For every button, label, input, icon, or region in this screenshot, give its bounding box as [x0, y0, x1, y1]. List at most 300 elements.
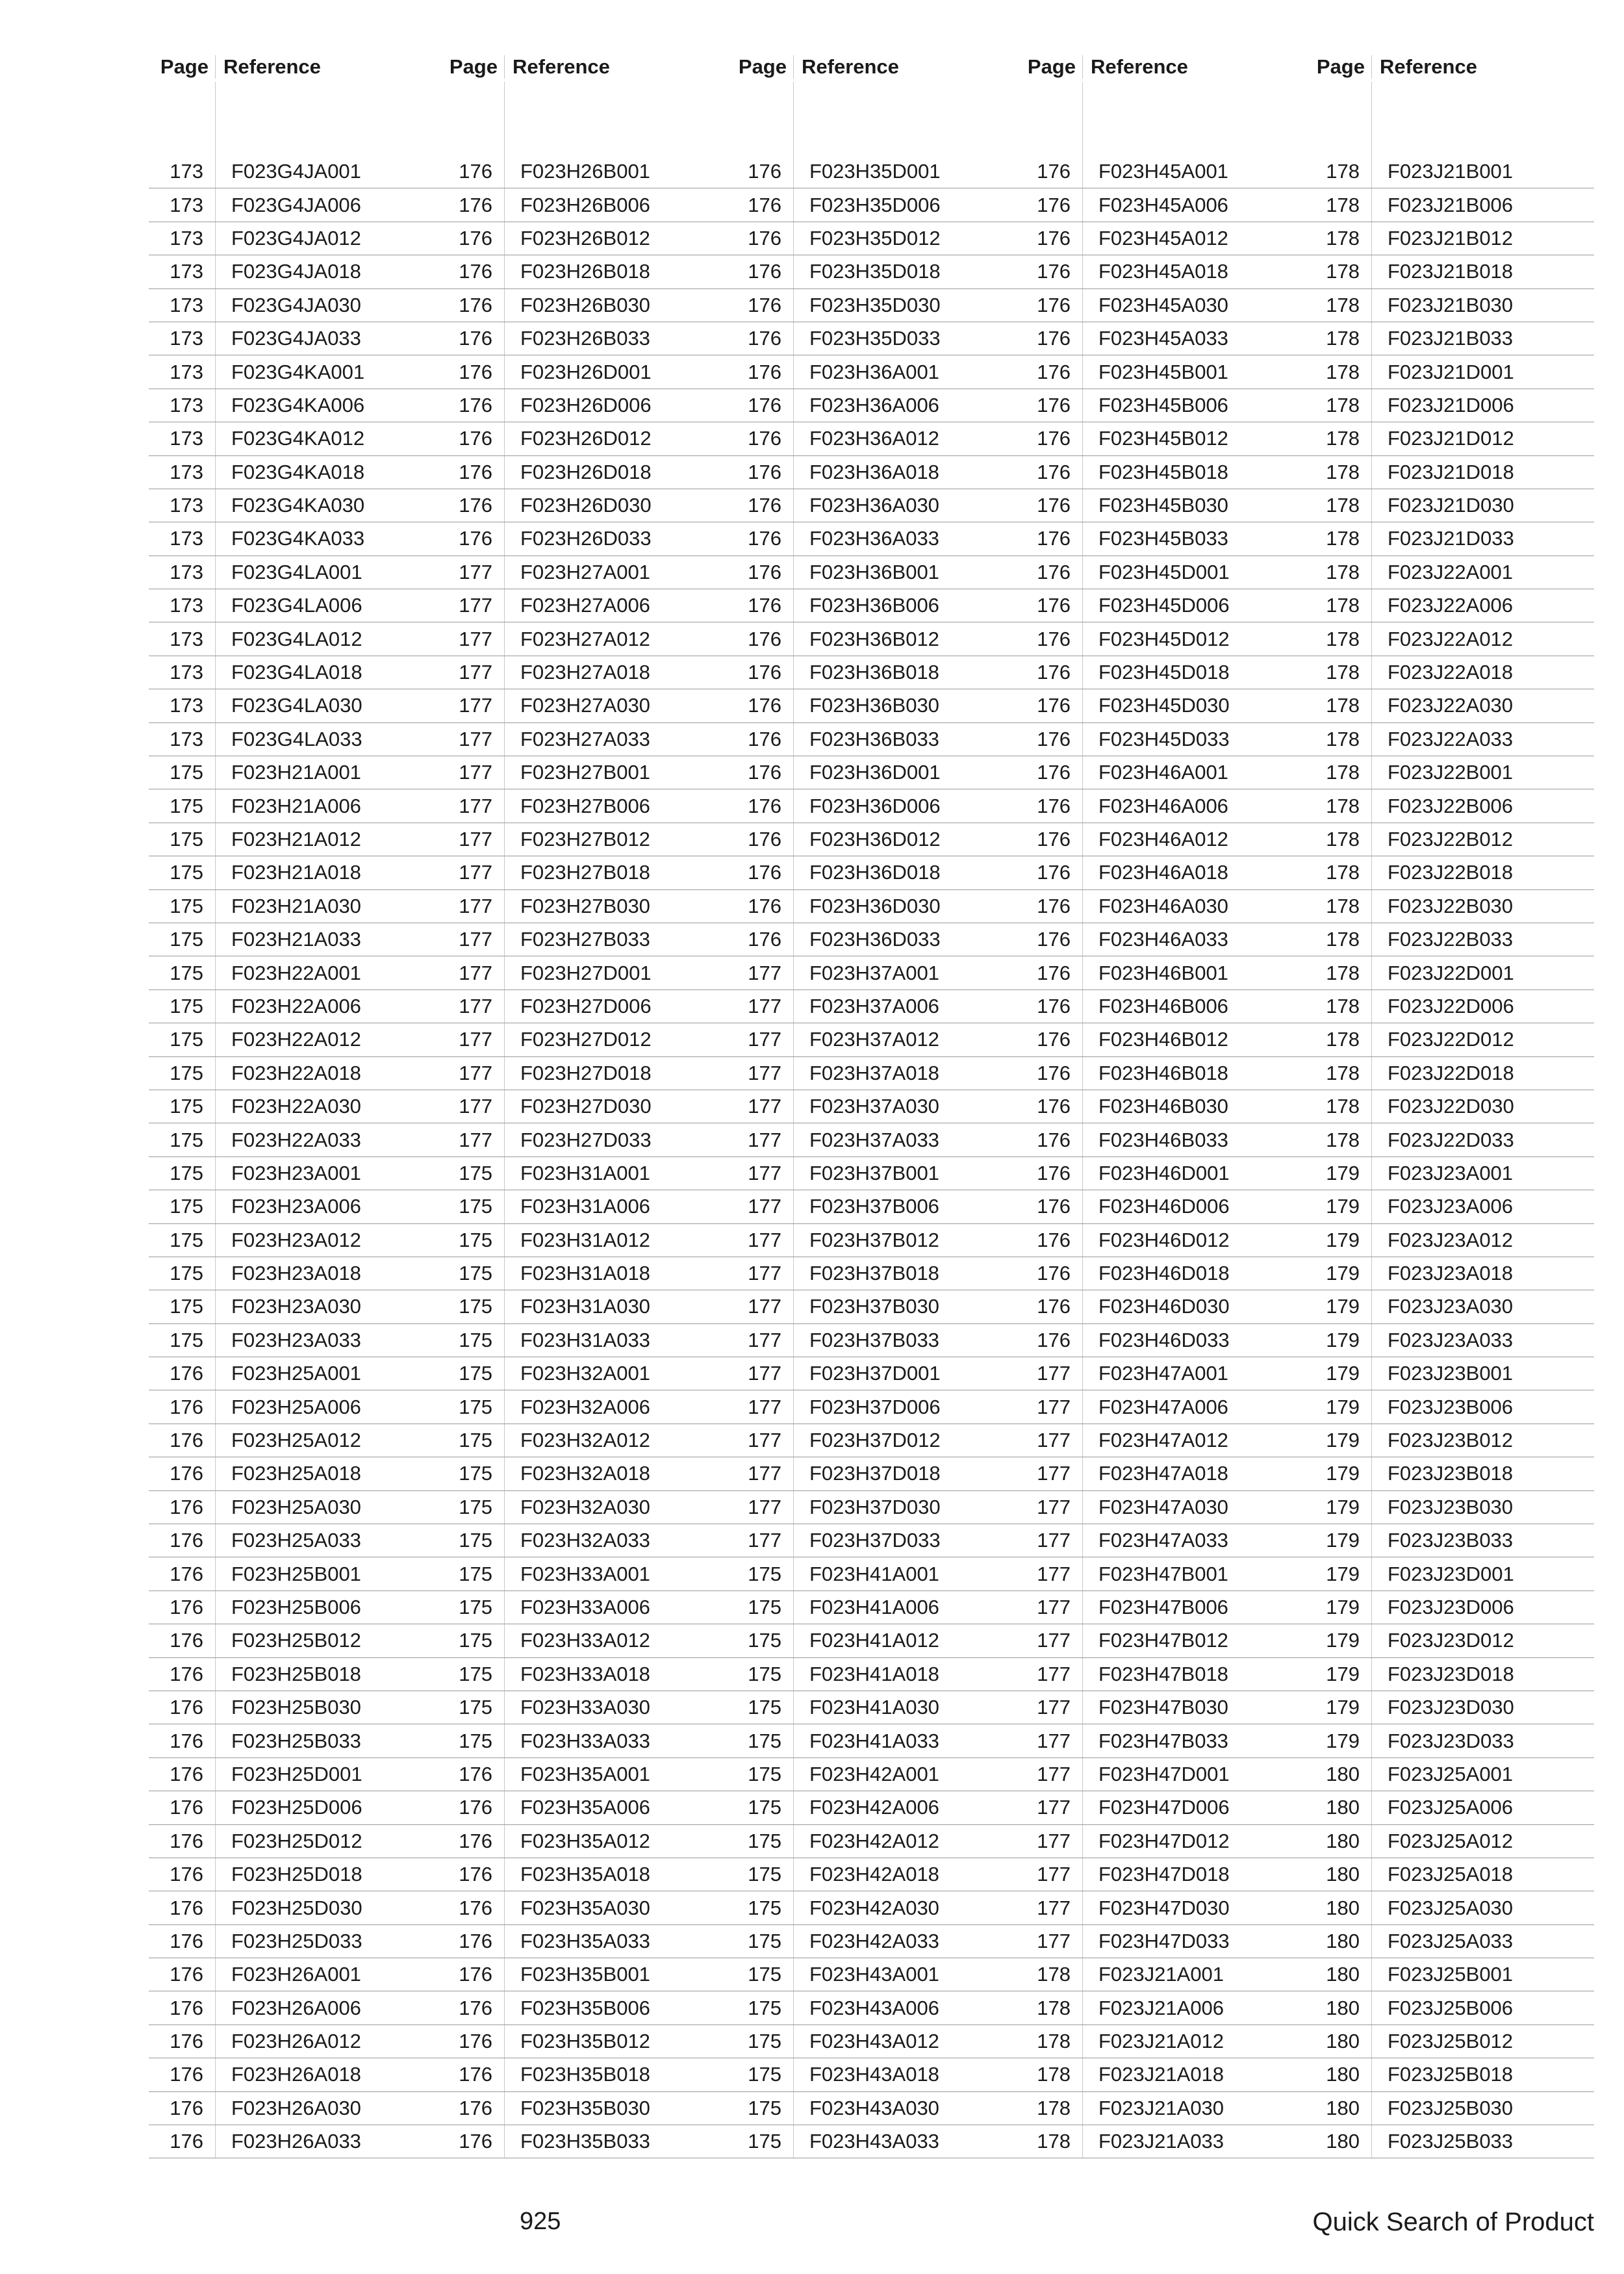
table-row: [1016, 1491, 1305, 1524]
page-number-cell: 176: [1037, 1161, 1071, 1184]
reference-code-cell: F023J23A030: [1371, 1290, 1594, 1323]
reference-code-cell: F023J22A033: [1371, 723, 1594, 756]
reference-code-cell: F023J25B033: [1371, 2125, 1594, 2158]
table-row: [727, 1791, 1016, 1824]
reference-code-cell: F023H47B018: [1082, 1658, 1305, 1691]
page-number-cell: 179: [1326, 1462, 1360, 1485]
reference-code-cell: F023H36B030: [793, 689, 1016, 722]
table-row: [438, 1290, 727, 1323]
table-row: [438, 823, 727, 856]
page-number-cell: 175: [170, 1028, 203, 1051]
page-number-cell: 177: [1037, 1696, 1071, 1719]
table-row: [727, 422, 1016, 455]
page-number-cell: 179: [1326, 1662, 1360, 1685]
page-number-cell: 177: [748, 1195, 781, 1218]
table-row: [149, 789, 438, 823]
page-number-cell: 176: [1037, 193, 1071, 216]
page-number-cell: 177: [1037, 1929, 1071, 1952]
page-number-cell: 178: [1326, 661, 1360, 684]
reference-code-cell: F023J22A030: [1371, 689, 1594, 722]
page-number-cell: 177: [748, 1228, 781, 1251]
page-number-cell: 178: [1326, 226, 1360, 249]
reference-code-cell: F023G4LA012: [215, 622, 438, 655]
table-row: [1016, 322, 1305, 355]
page-number-cell: 173: [170, 293, 203, 316]
reference-code-cell: F023H43A030: [793, 2092, 1016, 2125]
table-row: [727, 856, 1016, 889]
reference-code-cell: F023H45A018: [1082, 255, 1305, 288]
table-row: [1305, 1825, 1594, 1858]
page-number-cell: 176: [170, 2030, 203, 2053]
page-number-cell: 176: [748, 694, 781, 717]
page-number-cell: 176: [170, 2096, 203, 2119]
reference-code-cell: F023J25B018: [1371, 2058, 1594, 2091]
reference-code-cell: F023J25B030: [1371, 2092, 1594, 2125]
table-row: [1305, 2025, 1594, 2058]
reference-code-cell: F023H33A030: [504, 1691, 727, 1724]
reference-code-cell: F023H46B018: [1082, 1057, 1305, 1090]
table-row: [727, 489, 1016, 522]
page-number-cell: 176: [748, 160, 781, 183]
page-number-cell: 175: [459, 1328, 492, 1351]
page-number-cell: 176: [748, 828, 781, 850]
table-row: [149, 1090, 438, 1123]
reference-code-cell: F023H35D030: [793, 289, 1016, 322]
page-number-cell: 173: [170, 627, 203, 650]
reference-code-cell: F023H43A001: [793, 1958, 1016, 1991]
page-number-cell: 176: [748, 193, 781, 216]
table-row: [1305, 622, 1594, 656]
table-row: [727, 389, 1016, 422]
page-number-cell: 175: [459, 1495, 492, 1518]
table-row: [1305, 522, 1594, 556]
page-number-cell: 177: [459, 894, 492, 917]
reference-code-cell: F023H32A018: [504, 1457, 727, 1490]
page-number-cell: 178: [1326, 727, 1360, 750]
reference-code-cell: F023H23A030: [215, 1290, 438, 1323]
reference-code-cell: F023H23A006: [215, 1190, 438, 1223]
page-number-cell: 173: [170, 226, 203, 249]
table-row: [149, 1190, 438, 1223]
page-number-cell: 179: [1326, 1362, 1360, 1385]
reference-code-cell: F023J23B018: [1371, 1457, 1594, 1490]
reference-code-cell: F023J21B012: [1371, 222, 1594, 255]
reference-code-cell: F023H45D033: [1082, 723, 1305, 756]
page-number-cell: 176: [1037, 794, 1071, 817]
page-number-cell: 177: [1037, 1495, 1071, 1518]
table-row: [727, 1457, 1016, 1490]
table-row: [1016, 1057, 1305, 1090]
page-header: Page: [1027, 55, 1076, 78]
table-row: [1305, 890, 1594, 923]
reference-code-cell: F023J22A001: [1371, 556, 1594, 589]
table-row: [149, 255, 438, 288]
table-row: [1016, 1290, 1305, 1323]
page-number-cell: 175: [748, 2130, 781, 2153]
table-row: [1305, 1491, 1594, 1524]
page-number-cell: 178: [1326, 327, 1360, 350]
reference-code-cell: F023H36B018: [793, 656, 1016, 689]
reference-code-cell: F023H25A030: [215, 1491, 438, 1524]
reference-code-cell: F023H37A006: [793, 990, 1016, 1023]
reference-code-cell: F023J21B018: [1371, 255, 1594, 288]
page-number-cell: 177: [459, 594, 492, 617]
table-row: [438, 589, 727, 622]
table-row: [438, 1390, 727, 1424]
reference-code-cell: F023J25A033: [1371, 1925, 1594, 1958]
reference-code-cell: F023J21D018: [1371, 456, 1594, 489]
table-row: [1305, 956, 1594, 990]
page-number-cell: 179: [1326, 1696, 1360, 1719]
table-row: [438, 656, 727, 689]
table-row: [149, 322, 438, 355]
page-number-cell: 179: [1326, 1562, 1360, 1585]
reference-code-cell: F023H37B033: [793, 1324, 1016, 1357]
reference-code-cell: F023H27D018: [504, 1057, 727, 1090]
reference-code-cell: F023H45D006: [1082, 589, 1305, 622]
table-row: [438, 1257, 727, 1290]
page-number-cell: 176: [170, 1829, 203, 1852]
page-number-cell: 178: [1326, 360, 1360, 383]
table-row: [1305, 756, 1594, 789]
table-row: [149, 1825, 438, 1858]
page-number-cell: 175: [170, 1161, 203, 1184]
reference-code-cell: F023H27A012: [504, 622, 727, 655]
table-row: [1016, 255, 1305, 288]
page-number-cell: 175: [170, 1095, 203, 1118]
table-row: [1305, 1090, 1594, 1123]
table-row: [149, 1123, 438, 1156]
table-row: [149, 1758, 438, 1791]
page-number-cell: 175: [748, 1996, 781, 2019]
page-number-cell: 177: [1037, 1462, 1071, 1485]
reference-code-cell: F023H42A033: [793, 1925, 1016, 1958]
page-number-cell: 176: [1037, 627, 1071, 650]
reference-code-cell: F023H26A018: [215, 2058, 438, 2091]
reference-code-cell: F023J21B006: [1371, 188, 1594, 221]
table-row: [149, 188, 438, 222]
reference-code-cell: F023H35D012: [793, 222, 1016, 255]
page-number-cell: 176: [748, 894, 781, 917]
page-number-cell: 176: [1037, 861, 1071, 884]
table-row: [1305, 1123, 1594, 1156]
page-number-cell: 176: [1037, 1028, 1071, 1051]
table-row: [1016, 1557, 1305, 1591]
table-row: [1016, 389, 1305, 422]
reference-code-cell: F023H37B001: [793, 1157, 1016, 1190]
page-number-cell: 176: [748, 794, 781, 817]
table-row: [149, 656, 438, 689]
reference-code-cell: F023H37D018: [793, 1457, 1016, 1490]
reference-code-cell: F023G4KA001: [215, 355, 438, 388]
table-row: [438, 556, 727, 589]
reference-code-cell: F023H45B033: [1082, 522, 1305, 555]
reference-code-cell: F023H27B001: [504, 756, 727, 789]
page-number-cell: 176: [748, 293, 781, 316]
reference-code-cell: F023H47A033: [1082, 1524, 1305, 1557]
reference-code-cell: F023G4JA001: [215, 155, 438, 188]
page-number-cell: 176: [459, 260, 492, 283]
reference-code-cell: F023J22D012: [1371, 1023, 1594, 1056]
reference-code-cell: F023H36A033: [793, 522, 1016, 555]
page-number-cell: 176: [748, 393, 781, 416]
table-row: [1305, 1290, 1594, 1323]
table-row: [727, 990, 1016, 1023]
reference-code-cell: F023J22B033: [1371, 923, 1594, 956]
table-row: [1016, 956, 1305, 990]
page-number-cell: 176: [170, 1462, 203, 1485]
page-number-cell: 180: [1326, 2130, 1360, 2153]
table-row: [438, 2025, 727, 2058]
page-number-cell: 176: [170, 1696, 203, 1719]
page-number-cell: 175: [748, 1896, 781, 1919]
table-row: [727, 1825, 1016, 1858]
reference-code-cell: F023H25D006: [215, 1791, 438, 1824]
table-row: [727, 2125, 1016, 2158]
reference-header: Reference: [1371, 55, 1594, 79]
reference-code-cell: F023H26D012: [504, 422, 727, 455]
table-row: [1016, 556, 1305, 589]
reference-code-cell: F023H46A033: [1082, 923, 1305, 956]
table-row: [1016, 456, 1305, 489]
table-row: [727, 1224, 1016, 1257]
table-row: [1305, 1190, 1594, 1223]
table-row: [438, 1457, 727, 1490]
reference-code-cell: F023H36D001: [793, 756, 1016, 789]
page-number-cell: 175: [748, 2096, 781, 2119]
table-row: [149, 723, 438, 756]
page-number-cell: 175: [748, 1863, 781, 1886]
table-row: [727, 355, 1016, 389]
table-row: [438, 489, 727, 522]
reference-code-cell: F023H36D033: [793, 923, 1016, 956]
column-header: [1016, 52, 1305, 82]
table-row: [149, 1858, 438, 1891]
table-row: [1016, 1791, 1305, 1824]
page-number-cell: 175: [748, 1662, 781, 1685]
page-number-cell: 176: [170, 1662, 203, 1685]
table-row: [1016, 1825, 1305, 1858]
page-number-cell: 177: [748, 1529, 781, 1552]
reference-code-cell: F023H47A018: [1082, 1457, 1305, 1490]
table-row: [438, 289, 727, 322]
table-row: [149, 1624, 438, 1657]
reference-code-cell: F023J21D033: [1371, 522, 1594, 555]
reference-code-cell: F023H36D012: [793, 823, 1016, 856]
table-row: [1305, 1624, 1594, 1657]
reference-code-cell: F023J22D006: [1371, 990, 1594, 1023]
table-row: [438, 1825, 727, 1858]
reference-code-cell: F023H41A012: [793, 1624, 1016, 1657]
reference-code-cell: F023H21A001: [215, 756, 438, 789]
page-number-cell: 176: [459, 160, 492, 183]
page-number-cell: 175: [170, 1262, 203, 1285]
reference-code-cell: F023H46D018: [1082, 1257, 1305, 1290]
table-row: [1305, 489, 1594, 522]
table-row: [438, 1057, 727, 1090]
reference-code-cell: F023J21A012: [1082, 2025, 1305, 2058]
page-number-cell: 180: [1326, 1829, 1360, 1852]
reference-code-cell: F023J22A012: [1371, 622, 1594, 655]
table-row: [438, 956, 727, 990]
page-number-cell: 176: [170, 1929, 203, 1952]
page-number-cell: 177: [748, 1061, 781, 1084]
page-number-cell: 175: [459, 1462, 492, 1485]
page-number-cell: 176: [459, 2063, 492, 2086]
reference-code-cell: F023J23B012: [1371, 1424, 1594, 1457]
index-column: [727, 52, 1016, 2158]
reference-code-cell: F023G4KA012: [215, 422, 438, 455]
page-number-cell: 178: [1326, 160, 1360, 183]
page-number-cell: 176: [1037, 1061, 1071, 1084]
table-row: [149, 2058, 438, 2091]
table-row: [1016, 890, 1305, 923]
page-number-cell: 173: [170, 694, 203, 717]
reference-code-cell: F023H25B033: [215, 1724, 438, 1757]
page-number-cell: 175: [170, 1061, 203, 1084]
reference-code-cell: F023J23D012: [1371, 1624, 1594, 1657]
page-number-cell: 173: [170, 727, 203, 750]
table-row: [149, 1524, 438, 1557]
reference-code-cell: F023J23D001: [1371, 1557, 1594, 1590]
table-row: [1305, 689, 1594, 722]
table-row: [1016, 1457, 1305, 1490]
table-row: [1016, 856, 1305, 889]
table-row: [149, 589, 438, 622]
table-row: [1016, 1591, 1305, 1624]
page-number-cell: 175: [748, 2030, 781, 2053]
page-header: Page: [738, 55, 787, 78]
table-row: [727, 789, 1016, 823]
table-row: [727, 322, 1016, 355]
reference-code-cell: F023H37D030: [793, 1491, 1016, 1524]
page-number-cell: 177: [459, 727, 492, 750]
reference-code-cell: F023H25B001: [215, 1557, 438, 1590]
table-row: [149, 1257, 438, 1290]
page-number-cell: 173: [170, 260, 203, 283]
reference-code-cell: F023G4KA030: [215, 489, 438, 522]
page-number-cell: 180: [1326, 1796, 1360, 1819]
reference-code-cell: F023H41A018: [793, 1658, 1016, 1691]
page-number-cell: 176: [748, 661, 781, 684]
reference-code-cell: F023H25D033: [215, 1925, 438, 1958]
page-number-cell: 175: [748, 1696, 781, 1719]
reference-code-cell: F023H42A030: [793, 1891, 1016, 1924]
table-row: [727, 1724, 1016, 1757]
reference-code-cell: F023H25B030: [215, 1691, 438, 1724]
table-row: [438, 1758, 727, 1791]
page-number-cell: 173: [170, 327, 203, 350]
page-number-cell: 178: [1037, 1996, 1071, 2019]
page-number-cell: 176: [748, 594, 781, 617]
page-number-cell: 176: [1037, 594, 1071, 617]
column-header: [149, 52, 438, 82]
page-number-cell: 178: [1037, 2063, 1071, 2086]
table-row: [1305, 1157, 1594, 1190]
reference-code-cell: F023J21A033: [1082, 2125, 1305, 2158]
table-row: [149, 1457, 438, 1490]
page-number-cell: 177: [748, 1328, 781, 1351]
reference-code-cell: F023H37A018: [793, 1057, 1016, 1090]
table-row: [438, 756, 727, 789]
reference-code-cell: F023H21A030: [215, 890, 438, 923]
table-row: [727, 1057, 1016, 1090]
reference-code-cell: F023J23D006: [1371, 1591, 1594, 1624]
page-number-cell: 179: [1326, 1395, 1360, 1418]
table-row: [1305, 155, 1594, 188]
table-row: [727, 1491, 1016, 1524]
page-number-cell: 176: [459, 360, 492, 383]
page-number-cell: 176: [170, 2063, 203, 2086]
table-row: [1305, 222, 1594, 255]
reference-code-cell: F023H35D033: [793, 322, 1016, 355]
table-row: [1016, 1691, 1305, 1724]
reference-code-cell: F023G4KA033: [215, 522, 438, 555]
page-number-cell: 180: [1326, 2063, 1360, 2086]
header-gap: [438, 82, 727, 155]
table-row: [727, 188, 1016, 222]
reference-code-cell: F023H45B030: [1082, 489, 1305, 522]
table-row: [149, 1891, 438, 1924]
table-row: [438, 1190, 727, 1223]
reference-code-cell: F023J23B030: [1371, 1491, 1594, 1524]
reference-code-cell: F023H46D012: [1082, 1224, 1305, 1257]
page-number-cell: 180: [1326, 1762, 1360, 1785]
reference-code-cell: F023J23D033: [1371, 1724, 1594, 1757]
page-number-cell: 176: [748, 226, 781, 249]
page-number-cell: 175: [748, 1729, 781, 1752]
reference-code-cell: F023H27A006: [504, 589, 727, 622]
page-number-cell: 179: [1326, 1729, 1360, 1752]
page-number-cell: 175: [170, 1328, 203, 1351]
page-number-cell: 176: [1037, 694, 1071, 717]
page-number: 925: [520, 2208, 561, 2235]
reference-code-cell: F023G4LA001: [215, 556, 438, 589]
page-number-cell: 179: [1326, 1262, 1360, 1285]
page-number-cell: 177: [748, 1161, 781, 1184]
table-row: [727, 1557, 1016, 1591]
reference-code-cell: F023H35B018: [504, 2058, 727, 2091]
reference-code-cell: F023H45D012: [1082, 622, 1305, 655]
page-number-cell: 176: [748, 460, 781, 483]
table-row: [1016, 355, 1305, 389]
reference-code-cell: F023H35A018: [504, 1858, 727, 1891]
table-row: [438, 1724, 727, 1757]
table-row: [727, 1090, 1016, 1123]
table-row: [1305, 1023, 1594, 1056]
reference-header: Reference: [504, 55, 727, 79]
table-row: [727, 522, 1016, 556]
reference-code-cell: F023H36D006: [793, 789, 1016, 822]
reference-code-cell: F023H31A006: [504, 1190, 727, 1223]
table-row: [438, 1324, 727, 1357]
reference-code-cell: F023H36B006: [793, 589, 1016, 622]
table-row: [727, 923, 1016, 956]
table-row: [1016, 1157, 1305, 1190]
reference-code-cell: F023H37A012: [793, 1023, 1016, 1056]
page-number-cell: 176: [1037, 994, 1071, 1017]
reference-code-cell: F023J23A012: [1371, 1224, 1594, 1257]
table-row: [727, 1390, 1016, 1424]
reference-code-cell: F023J21B030: [1371, 289, 1594, 322]
table-row: [1305, 1891, 1594, 1924]
table-row: [1016, 2092, 1305, 2125]
table-row: [149, 756, 438, 789]
reference-code-cell: F023J21D012: [1371, 422, 1594, 455]
reference-code-cell: F023J23A001: [1371, 1157, 1594, 1190]
table-row: [149, 1290, 438, 1323]
reference-code-cell: F023J22D033: [1371, 1123, 1594, 1156]
